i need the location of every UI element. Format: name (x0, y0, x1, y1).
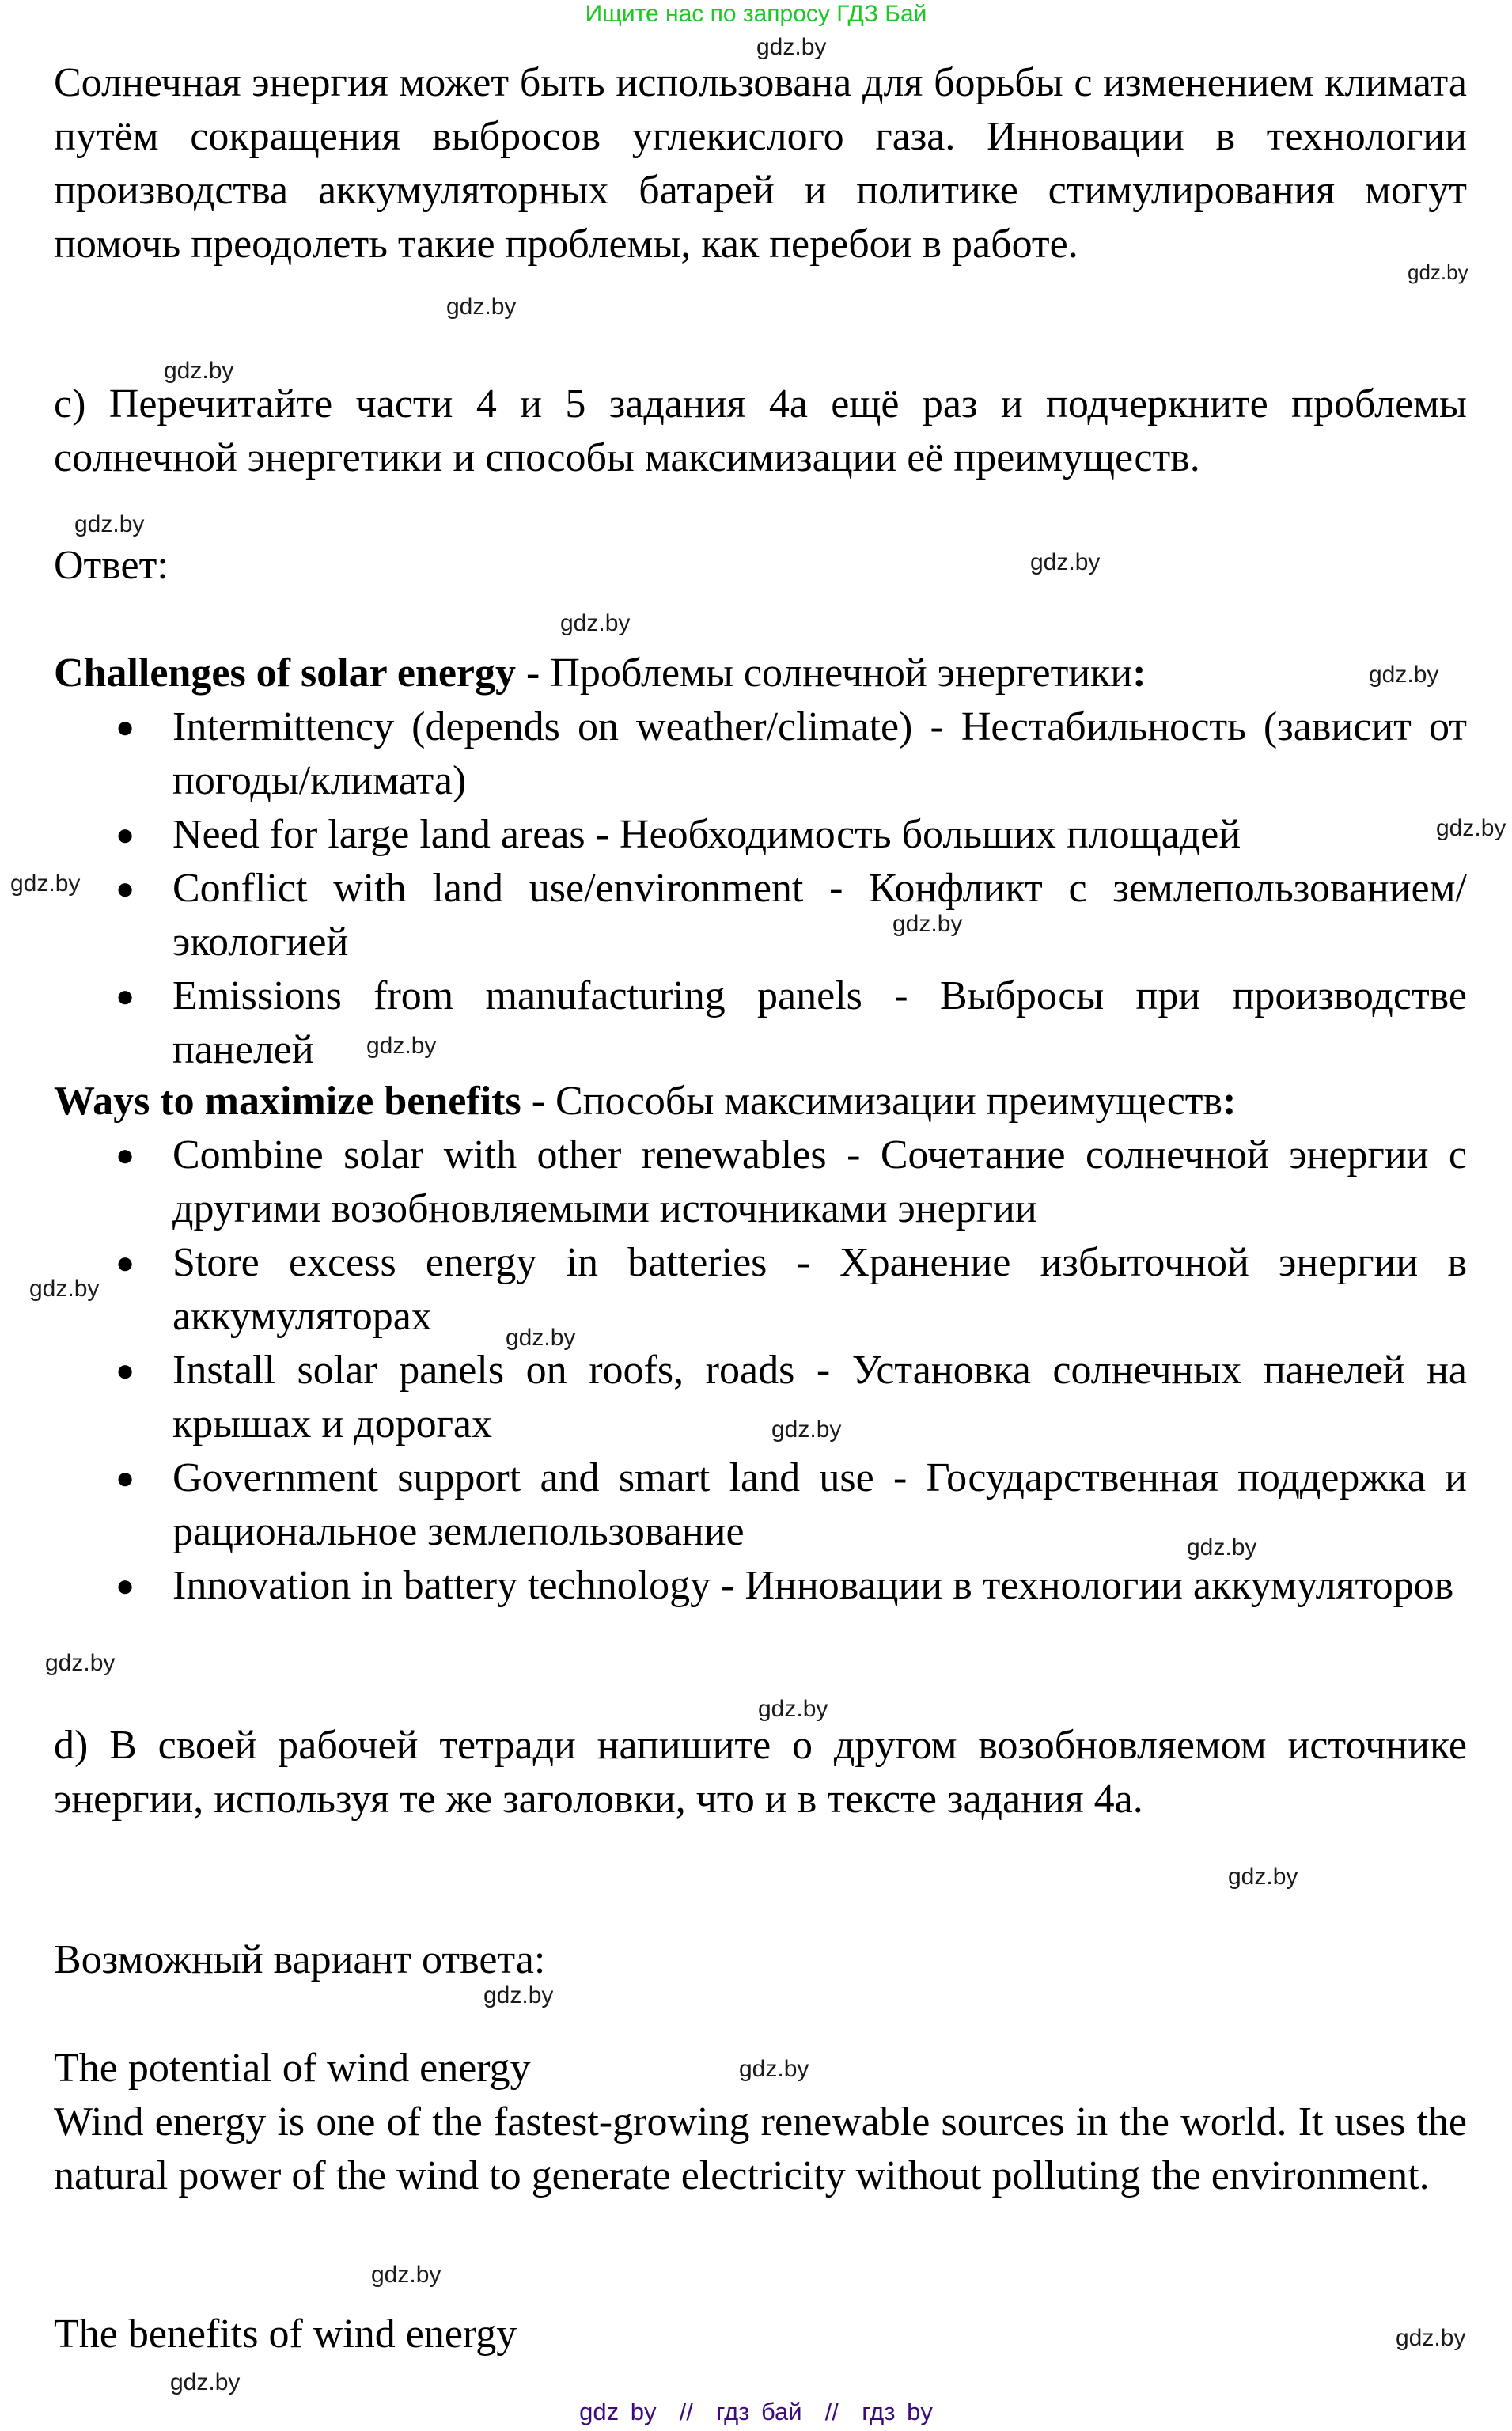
challenges-heading-en: Challenges of solar energy (54, 650, 516, 696)
watermark: gdz.by (1408, 260, 1468, 284)
bullet-icon: ● (116, 1568, 135, 1603)
list-item-text: Install solar panels on roofs, roads - Установка солнечных панелей на крышах и дорогах (172, 1348, 1467, 1447)
heading-colon: : (1222, 1079, 1237, 1124)
watermark: gdz.by (45, 1650, 116, 1676)
bullet-icon: ● (116, 978, 135, 1014)
watermark: gdz.by (1228, 1864, 1298, 1890)
intro-text: Солнечная энергия может быть использована для борьбы с изменением климата путём сокращения выбросов углекислого газа. Инновации в технологии производства аккумуляторных батарей и политике стимулирования могут помочь преодолеть такие проблемы, как перебои в работе. (54, 60, 1467, 267)
bullet-icon: ● (116, 870, 135, 906)
bullet-icon: ● (116, 709, 135, 745)
list-item-text: Government support and smart land use - Государственная поддержка и рациональное землепользование (172, 1455, 1467, 1554)
bullet-icon: ● (116, 1137, 135, 1173)
challenges-section (54, 647, 1467, 1077)
list-item-text: Store excess energy in batteries - Хранение избыточной энергии в аккумуляторах (172, 1240, 1467, 1339)
watermark: gdz.by (1369, 662, 1439, 688)
heading-separator: - (515, 650, 551, 696)
heading-separator: - (521, 1079, 556, 1124)
wind-benefits-section (54, 2308, 1467, 2361)
watermark: gdz.by (892, 911, 963, 937)
watermark: gdz.by (29, 1276, 100, 1302)
watermark: gdz.by (560, 610, 631, 636)
answer-label-block (54, 539, 1467, 593)
footer-links: gdz by // гдз бай // гдз by (579, 2398, 933, 2425)
bullet-icon: ● (116, 1460, 135, 1496)
wind-potential-text: Wind energy is one of the fastest-growing renewable sources in the world. It uses the natural power of the wind to generate electricity without polluting the environment. (54, 2099, 1467, 2198)
list-item-text: Combine solar with other renewables - Сочетание солнечной энергии с другими возобновляемыми источниками энергии (172, 1132, 1467, 1231)
benefits-heading (54, 1075, 1467, 1128)
heading-colon: : (1132, 650, 1146, 696)
challenges-list (54, 700, 1467, 1077)
list-item (54, 700, 1467, 808)
possible-answer-block (54, 1933, 1467, 1987)
watermark: gdz.by (446, 294, 517, 320)
search-banner: Ищите нас по запросу ГДЗ Бай (585, 1, 927, 27)
benefits-heading-ru: Способы максимизации преимуществ (555, 1079, 1223, 1124)
bullet-icon: ● (116, 817, 135, 852)
watermark: gdz.by (758, 1696, 828, 1722)
watermark: gdz.by (756, 34, 827, 60)
list-item (54, 1236, 1467, 1344)
benefits-section (54, 1075, 1467, 1613)
watermark: gdz.by (1030, 549, 1101, 575)
watermark: gdz.by (366, 1033, 437, 1059)
bullet-icon: ● (116, 1245, 135, 1280)
watermark: gdz.by (1187, 1534, 1257, 1561)
wind-potential-heading: The potential of wind energy (54, 2046, 531, 2091)
watermark: gdz.by (164, 358, 234, 384)
list-item (54, 808, 1467, 862)
watermark: gdz.by (739, 2056, 809, 2082)
list-item (54, 969, 1467, 1077)
list-item-text: Need for large land areas - Необходимость больших площадей (172, 812, 1241, 857)
answer-label: Ответ: (54, 543, 169, 588)
task-d (54, 1719, 1467, 1826)
challenges-heading (54, 647, 1467, 700)
list-item-text: Conflict with land use/environment - Конфликт с землепользованием/ экологией (172, 866, 1467, 965)
watermark: gdz.by (1396, 2325, 1466, 2351)
list-item (54, 862, 1467, 969)
possible-answer-label: Возможный вариант ответа: (54, 1937, 546, 1982)
wind-benefits-heading: The benefits of wind energy (54, 2312, 517, 2357)
watermark: gdz.by (371, 2262, 441, 2288)
list-item-text: Intermittency (depends on weather/climate) - Нестабильность (зависит от погоды/климата) (172, 704, 1467, 803)
watermark: gdz.by (74, 511, 145, 537)
list-item (54, 1344, 1467, 1451)
task-d-text: d) В своей рабочей тетради напишите о другом возобновляемом источнике энергии, используя те же заголовки, что и в тексте задания 4a. (54, 1723, 1467, 1822)
watermark: gdz.by (483, 1982, 554, 2008)
watermark: gdz.by (506, 1325, 576, 1351)
list-item (54, 1559, 1467, 1613)
task-c (54, 377, 1467, 485)
benefits-heading-en: Ways to maximize benefits (54, 1079, 521, 1124)
watermark: gdz.by (170, 2369, 241, 2395)
bullet-icon: ● (116, 1352, 135, 1388)
watermark: gdz.by (1436, 815, 1506, 841)
list-item-text: Innovation in battery technology - Инновации в технологии аккумуляторов (172, 1563, 1454, 1608)
challenges-heading-ru: Проблемы солнечной энергетики (550, 650, 1133, 696)
list-item (54, 1128, 1467, 1236)
watermark: gdz.by (10, 870, 81, 897)
watermark: gdz.by (771, 1417, 842, 1443)
intro-paragraph (54, 56, 1467, 271)
list-item-text: Emissions from manufacturing panels - Выбросы при производстве панелей (172, 973, 1467, 1072)
task-c-text: c) Перечитайте части 4 и 5 задания 4a ещё раз и подчеркните проблемы солнечной энергетики и способы максимизации её преимуществ. (54, 381, 1467, 480)
